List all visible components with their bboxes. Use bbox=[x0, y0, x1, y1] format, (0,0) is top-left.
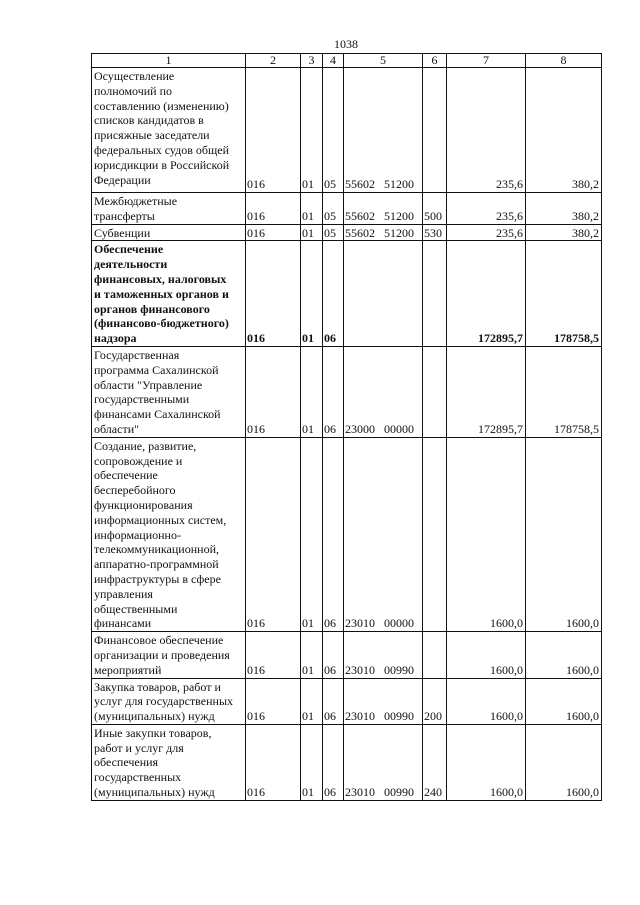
cell-col6: 200 bbox=[423, 678, 447, 724]
cell-col5: 23010 00990 bbox=[344, 724, 423, 800]
cell-col5: 23010 00990 bbox=[344, 678, 423, 724]
cell-col5: 23010 00000 bbox=[344, 437, 423, 631]
table-row bbox=[92, 632, 602, 678]
cell-col4: 06 bbox=[323, 241, 344, 347]
cell-col8: 1600,0 bbox=[526, 632, 602, 678]
cell-col5: 23010 00990 bbox=[344, 632, 423, 678]
row-name-cell: Закупка товаров, работ и услуг для государственных (муниципальных) нужд bbox=[92, 678, 246, 724]
cell-col2: 016 bbox=[246, 193, 301, 225]
cell-col4: 06 bbox=[323, 724, 344, 800]
row-name-cell: Иные закупки товаров, работ и услуг для обеспечения государственных (муниципальных) нужд bbox=[92, 724, 246, 800]
table-row bbox=[92, 224, 602, 241]
cell-col8: 1600,0 bbox=[526, 724, 602, 800]
cell-col8: 1600,0 bbox=[526, 437, 602, 631]
cell-col4: 05 bbox=[323, 224, 344, 241]
cell-col4: 06 bbox=[323, 346, 344, 437]
cell-col7: 235,6 bbox=[447, 224, 526, 241]
cell-col8: 178758,5 bbox=[526, 346, 602, 437]
row-name-cell: Создание, развитие, сопровождение и обеспечение бесперебойного функционирования информационных систем, информационно- телекоммуникационной, аппаратно-программной инфраструктуры в сфере управления общественными финансами bbox=[92, 437, 246, 631]
cell-col3: 01 bbox=[301, 224, 323, 241]
cell-col2: 016 bbox=[246, 241, 301, 347]
header-cell: 5 bbox=[344, 54, 423, 68]
cell-col7: 1600,0 bbox=[447, 724, 526, 800]
cell-col7: 172895,7 bbox=[447, 241, 526, 347]
cell-col4: 06 bbox=[323, 437, 344, 631]
cell-col5: 55602 51200 bbox=[344, 68, 423, 193]
cell-col7: 1600,0 bbox=[447, 632, 526, 678]
cell-col2: 016 bbox=[246, 632, 301, 678]
header-cell: 4 bbox=[323, 54, 344, 68]
header-cell: 7 bbox=[447, 54, 526, 68]
row-name-cell: Обеспечение деятельности финансовых, налоговых и таможенных органов и органов финансового (финансово-бюджетного) надзора bbox=[92, 241, 246, 347]
table-row-section bbox=[92, 241, 602, 347]
cell-col6 bbox=[423, 346, 447, 437]
cell-col8: 178758,5 bbox=[526, 241, 602, 347]
table-row bbox=[92, 68, 602, 193]
cell-col3: 01 bbox=[301, 678, 323, 724]
cell-col7: 1600,0 bbox=[447, 678, 526, 724]
cell-col4: 06 bbox=[323, 632, 344, 678]
cell-col8: 1600,0 bbox=[526, 678, 602, 724]
cell-col2: 016 bbox=[246, 437, 301, 631]
cell-col6 bbox=[423, 437, 447, 631]
cell-col3: 01 bbox=[301, 437, 323, 631]
cell-col6 bbox=[423, 68, 447, 193]
cell-col7: 1600,0 bbox=[447, 437, 526, 631]
cell-col3: 01 bbox=[301, 724, 323, 800]
row-name-cell: Субвенции bbox=[92, 224, 246, 241]
cell-col3: 01 bbox=[301, 241, 323, 347]
cell-col6 bbox=[423, 632, 447, 678]
cell-col5: 55602 51200 bbox=[344, 193, 423, 225]
table-header-row bbox=[92, 54, 602, 68]
cell-col5: 55602 51200 bbox=[344, 224, 423, 241]
header-cell: 3 bbox=[301, 54, 323, 68]
table-row bbox=[92, 437, 602, 631]
row-name-cell: Осуществление полномочий по составлению (изменению) списков кандидатов в присяжные заседатели федеральных судов общей юрисдикции в Российской Федерации bbox=[92, 68, 246, 193]
cell-col4: 06 bbox=[323, 678, 344, 724]
header-cell: 2 bbox=[246, 54, 301, 68]
cell-col2: 016 bbox=[246, 724, 301, 800]
cell-col2: 016 bbox=[246, 224, 301, 241]
cell-col7: 235,6 bbox=[447, 68, 526, 193]
header-cell: 6 bbox=[423, 54, 447, 68]
cell-col8: 380,2 bbox=[526, 193, 602, 225]
header-cell: 1 bbox=[92, 54, 246, 68]
cell-col5 bbox=[344, 241, 423, 347]
cell-col6 bbox=[423, 241, 447, 347]
table-row bbox=[92, 678, 602, 724]
table-row bbox=[92, 346, 602, 437]
cell-col4: 05 bbox=[323, 68, 344, 193]
cell-col6: 500 bbox=[423, 193, 447, 225]
row-name-cell: Государственная программа Сахалинской области "Управление государственными финансами Сахалинской области" bbox=[92, 346, 246, 437]
budget-table bbox=[91, 53, 602, 801]
cell-col7: 235,6 bbox=[447, 193, 526, 225]
cell-col3: 01 bbox=[301, 632, 323, 678]
row-name-cell: Межбюджетные трансферты bbox=[92, 193, 246, 225]
cell-col2: 016 bbox=[246, 68, 301, 193]
cell-col3: 01 bbox=[301, 193, 323, 225]
cell-col2: 016 bbox=[246, 346, 301, 437]
cell-col8: 380,2 bbox=[526, 68, 602, 193]
cell-col3: 01 bbox=[301, 346, 323, 437]
cell-col7: 172895,7 bbox=[447, 346, 526, 437]
table-row bbox=[92, 724, 602, 800]
cell-col2: 016 bbox=[246, 678, 301, 724]
cell-col6: 240 bbox=[423, 724, 447, 800]
page-number: 1038 bbox=[334, 37, 358, 51]
header-cell: 8 bbox=[526, 54, 602, 68]
cell-col5: 23000 00000 bbox=[344, 346, 423, 437]
cell-col8: 380,2 bbox=[526, 224, 602, 241]
cell-col4: 05 bbox=[323, 193, 344, 225]
cell-col6: 530 bbox=[423, 224, 447, 241]
row-name-cell: Финансовое обеспечение организации и проведения мероприятий bbox=[92, 632, 246, 678]
cell-col3: 01 bbox=[301, 68, 323, 193]
table-row bbox=[92, 193, 602, 225]
